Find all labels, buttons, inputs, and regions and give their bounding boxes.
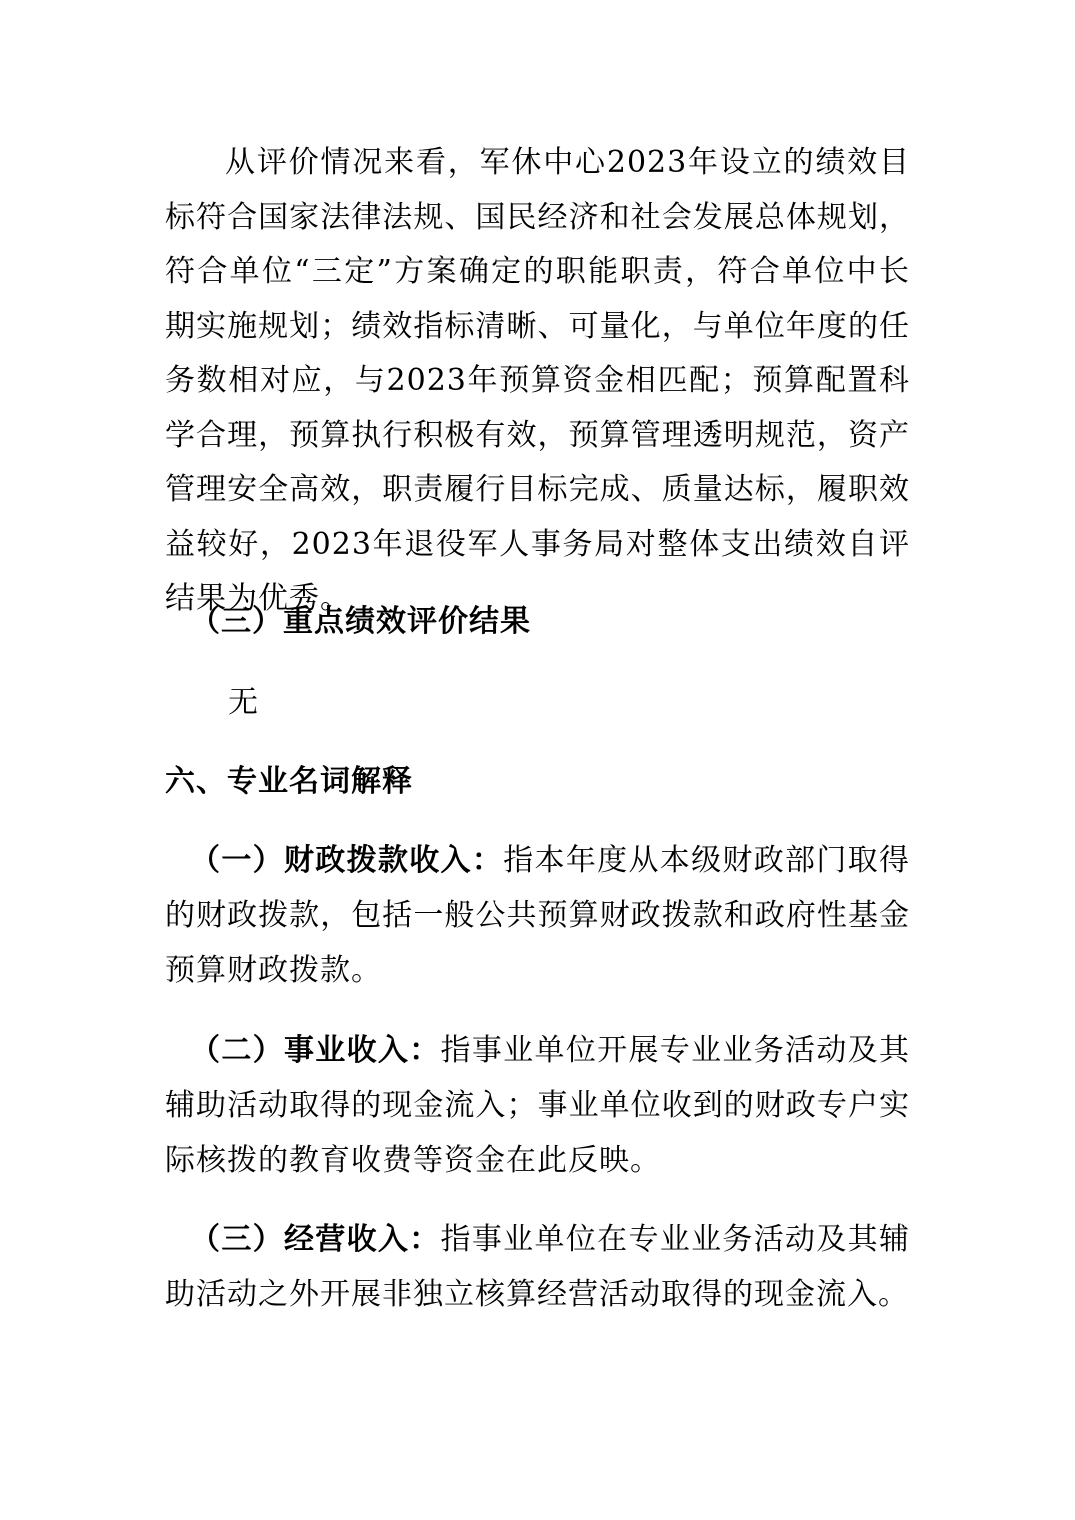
term-definition: 指事业单位在专业业务活动及其辅助活动之外开展非独立核算经营活动取得的现金流入。 (165, 1222, 911, 1312)
term-definition: 指本年度从本级财政部门取得的财政拨款，包括一般公共预算财政拨款和政府性基金预算财政拨款。 (165, 843, 911, 988)
glossary-term-business-income (165, 1023, 910, 1188)
subsection-content-none: 无 (228, 685, 258, 720)
term-label: （一）财政拨款收入： (190, 843, 504, 878)
term-label: （三）经营收入： (190, 1222, 441, 1257)
subsection-heading-key-evaluation: （三）重点绩效评价结果 (190, 604, 531, 639)
term-label: （二）事业收入： (190, 1033, 441, 1068)
section-heading-glossary: 六、专业名词解释 (165, 764, 413, 799)
term-definition: 指事业单位开展专业业务活动及其辅助活动取得的现金流入；事业单位收到的财政专户实际核拨的教育收费等资金在此反映。 (165, 1033, 911, 1178)
glossary-term-fiscal-appropriation (165, 833, 910, 998)
glossary-term-operating-income (165, 1212, 910, 1322)
evaluation-paragraph: 从评价情况来看，军休中心2023年设立的绩效目标符合国家法律法规、国民经济和社会发展总体规划，符合单位“三定”方案确定的职能职责，符合单位中长期实施规划；绩效指标清晰、可量化，与单位年度的任务数相对应，与2023年预算资金相匹配；预算配置科学合理，预算执行积极有效，预算管理透明规范，资产管理安全高效，职责履行目标完成、质量达标，履职效益较好，2023年退役军人事务局对整体支出绩效自评结果为优秀。 (165, 145, 910, 616)
